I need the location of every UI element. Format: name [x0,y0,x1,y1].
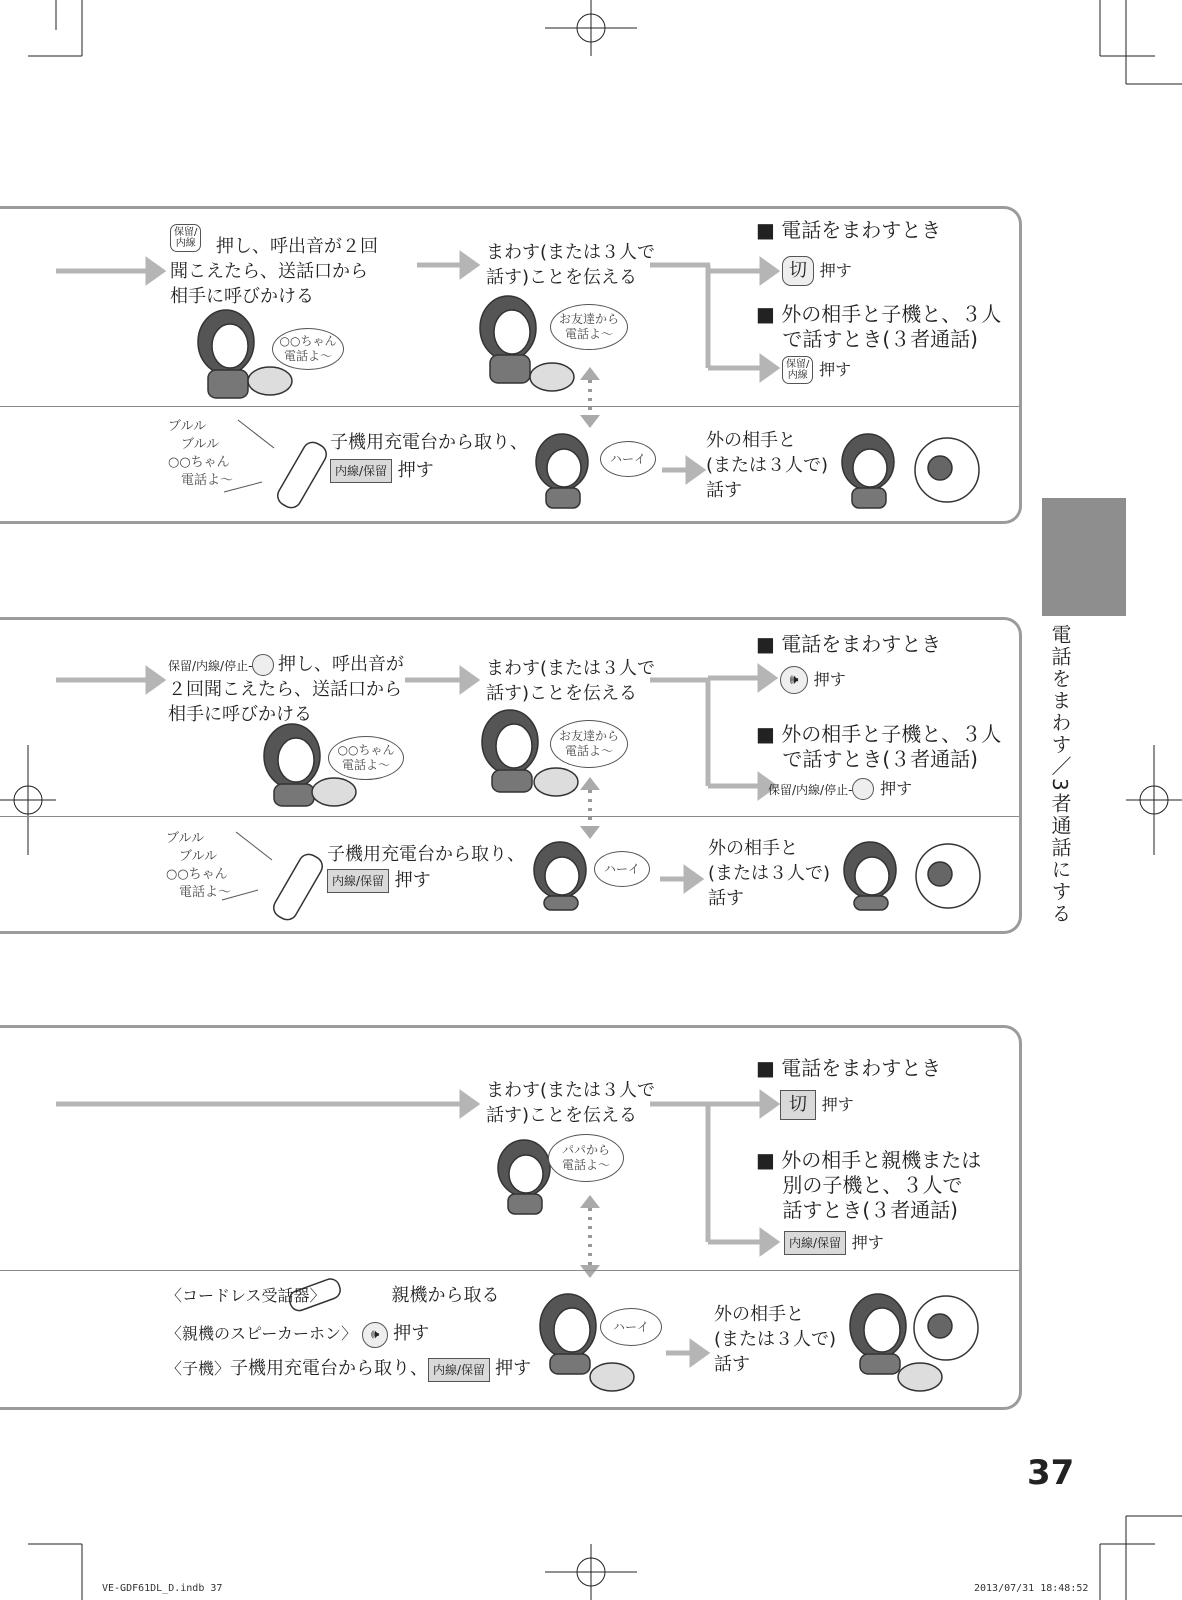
hold-intercom-key-2[interactable]: 保留/ 内線 [782,356,813,384]
chapter-tab [1042,498,1126,616]
intercom-hold-key-2[interactable]: 内線/保留 [327,869,389,893]
chapter-tab-label: 電話をまわす／3者通話にする [1048,624,1072,925]
section3-line3: 〈子機〉子機用充電台から取り、 内線/保留 押す [166,1356,531,1382]
section3-line2: 〈親機のスピーカーホン〉 🕪 押す [166,1321,429,1348]
hold-intercom-key[interactable]: 保留/ 内線 [170,224,201,252]
section1-handset-step: 内線/保留 押す [330,458,434,483]
speech-bubble-b2: お友達から 電話よ〜 [550,720,628,768]
section3-outside-talk: 外の相手と (または３人で) 話す [714,1304,837,1375]
section2-three-step: 保留/内線/停止- 押す [768,779,913,798]
section1-convey: まわす(または３人で 話す)ことを伝える [486,242,656,288]
intercom-hold-key-4[interactable]: 内線/保留 [428,1358,490,1382]
section1-step1-text: 押し、呼出音が２回 聞こえたら、送話口から 相手に呼びかける [170,236,378,307]
hold-intercom-stop-key-label: 保留/内線/停止- [168,659,253,673]
section3-three-heading: ■ 外の相手と親機または 別の子機と、３人で 話すとき(３者通話) [756,1148,982,1222]
intercom-hold-key-3[interactable]: 内線/保留 [784,1231,846,1255]
hold-intercom-stop-button-2[interactable] [852,778,874,800]
section1-outside-talk: 外の相手と (または３人で) 話す [706,430,829,501]
section3-transfer-heading: ■ 電話をまわすとき [756,1056,942,1080]
section-1-divider [0,406,1019,407]
footer-file: VE-GDF61DL_D.indb 37 [102,1583,223,1594]
page-number: 37 [1027,1453,1075,1493]
speech-bubble-b3: パパから 電話よ〜 [548,1134,624,1182]
section1-transfer-heading: ■ 電話をまわすとき [756,218,942,242]
section2-convey: まわす(または３人で 話す)ことを伝える [486,658,656,704]
speech-bubble-hai-3: ハーイ [600,1308,662,1346]
section3-three-step: 内線/保留 押す [784,1230,884,1255]
section2-step1-text: 押し、呼出音が ２回聞こえたら、送話口から 相手に呼びかける [168,654,404,725]
section2-speaker-step: 🕪 押す [780,666,846,694]
section1-take-handset: 子機用充電台から取り、 [330,432,528,453]
speech-bubble-hai-1: ハーイ [600,441,656,477]
speaker-key-s3[interactable]: 🕪 [362,1322,388,1348]
section2-take-handset: 子機用充電台から取り、 [327,844,525,865]
speech-bubble-a2: ○○ちゃん 電話よ〜 [328,736,404,780]
footer-timestamp: 2013/07/31 18:48:52 [974,1583,1089,1594]
section1-three-heading: ■ 外の相手と子機と、３人 で話すとき(３者通話) [756,302,1002,351]
speech-bubble-b1: お友達から 電話よ〜 [550,304,628,350]
speech-bubble-a1: ○○ちゃん 電話よ〜 [272,328,344,370]
section1-three-step: 保留/ 内線 押す [782,356,851,384]
section2-three-heading: ■ 外の相手と子機と、３人 で話すとき(３者通話) [756,722,1002,771]
off-key[interactable]: 切 [782,256,814,286]
speech-bubble-hai-2: ハーイ [594,851,650,887]
section-3-divider [0,1270,1019,1271]
section1-off-step: 切 押す [782,256,852,286]
speaker-key[interactable]: 🕪 [780,666,808,694]
section2-outside-talk: 外の相手と (または３人で) 話す [708,838,831,909]
intercom-hold-key[interactable]: 内線/保留 [330,459,392,483]
section2-handset-step: 内線/保留 押す [327,868,431,893]
ring-caption: ブルル ブルル ○○ちゃん 電話よ〜 [168,419,234,488]
section-2-divider [0,816,1019,817]
section3-convey: まわす(または３人で 話す)ことを伝える [486,1080,656,1126]
section3-off-step: 切 押す [780,1090,854,1120]
ring-caption-2: ブルル ブルル ○○ちゃん 電話よ〜 [166,831,232,900]
off-key-s3[interactable]: 切 [780,1090,816,1120]
section3-line1: 〈コードレス受話器〉 親機から取る [166,1285,500,1306]
section2-transfer-heading: ■ 電話をまわすとき [756,632,942,656]
